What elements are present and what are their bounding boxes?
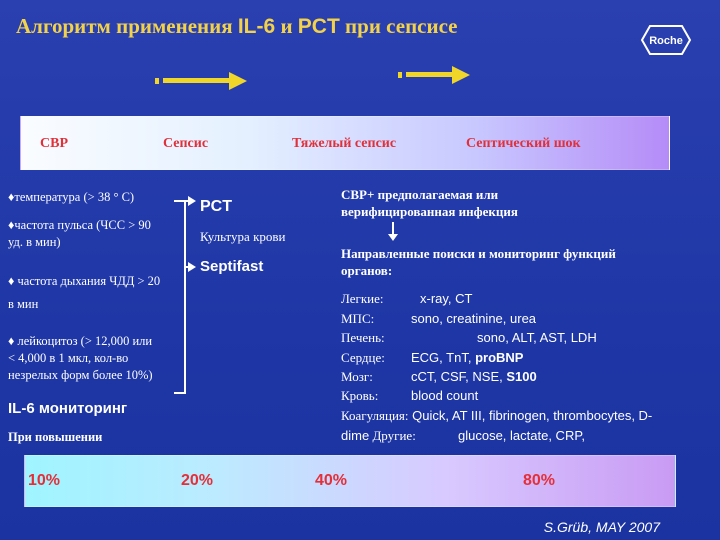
criterion-line: ♦ лейкоцитоз (> 12,000 или <box>8 334 153 348</box>
organ-value-blood <box>411 388 478 404</box>
criterion-respiration <box>8 273 160 313</box>
title-part: PCT <box>297 15 340 38</box>
organ-label: МПС: <box>341 311 375 326</box>
organ-value: Quick, AT III, fibrinogen, thrombocytes, D- <box>408 408 653 423</box>
percent-20: 20% <box>181 472 214 489</box>
criterion-line: ♦частота пульса (ЧСС > 90 <box>8 218 151 232</box>
arrow-left <box>155 72 247 90</box>
stage-septic-shock: Септический шок <box>466 136 581 151</box>
criterion-line: уд. в мин) <box>8 235 61 249</box>
organ-value-liver <box>477 330 597 346</box>
organ-label: Сердце: <box>341 350 385 365</box>
il6-heading: IL-6 мониторинг <box>8 400 128 417</box>
arrow-septifast-icon <box>188 262 196 272</box>
criterion-temperature: ♦температура (> 38 ° С) <box>8 190 135 204</box>
other-row <box>341 428 416 444</box>
criteria-bracket <box>174 200 186 394</box>
organ-row-kidneys <box>341 311 374 327</box>
criterion-pulse <box>8 217 151 251</box>
organ-row-heart <box>341 350 385 366</box>
criterion-line: < 4,000 в 1 мкл, кол-во <box>8 351 129 365</box>
svr-infection-text <box>341 186 518 220</box>
organ-label: Легкие: <box>341 291 384 306</box>
title-part: IL-6 <box>237 15 276 38</box>
organ-label: Коагуляция: <box>341 408 409 423</box>
text-line: СВР+ предполагаемая или <box>341 187 499 202</box>
organ-value-lungs <box>420 291 472 307</box>
organ-value: blood count <box>411 388 479 403</box>
stage-severe-sepsis: Тяжелый сепсис <box>292 136 397 151</box>
logo-text: Roche <box>649 35 683 47</box>
organ-value: ECG, TnT, <box>411 350 476 365</box>
organ-row-brain <box>341 369 373 385</box>
percent-band <box>24 455 676 507</box>
test-pct: PCT <box>200 198 232 215</box>
title-part: Алгоритм применения <box>16 14 238 38</box>
organ-value-bold: proBNP <box>475 350 524 365</box>
author-signature: S.Grüb, MAY 2007 <box>543 519 660 535</box>
organ-row-blood <box>341 388 378 404</box>
organ-value-heart <box>411 350 523 366</box>
organ-row-liver <box>341 330 385 346</box>
other-value <box>458 428 585 444</box>
organ-value: sono, creatinine, urea <box>411 311 537 326</box>
roche-logo <box>640 24 692 56</box>
title-part: и <box>275 14 298 38</box>
organ-value-bold: S100 <box>506 369 537 384</box>
percent-10: 10% <box>28 472 61 489</box>
il6-subheading: При повышении <box>8 430 103 444</box>
organ-value: sono, ALT, AST, LDH <box>477 330 597 345</box>
test-blood-culture: Культура крови <box>200 229 286 244</box>
page-title <box>16 14 458 39</box>
directed-search-text <box>341 245 616 279</box>
organ-label: Печень: <box>341 330 385 345</box>
coagulation-row <box>341 408 652 424</box>
text-line: верифицированная инфекция <box>341 204 518 219</box>
organ-value-kidneys <box>411 311 536 327</box>
percent-80: 80% <box>523 472 556 489</box>
arrow-pct-icon <box>188 196 196 206</box>
stage-svr: СВР <box>40 136 68 151</box>
organ-row-lungs <box>341 291 384 307</box>
organ-value: x-ray, CT <box>420 291 473 306</box>
criterion-leukocytosis <box>8 333 153 384</box>
organ-label: Кровь: <box>341 388 379 403</box>
organ-value-brain <box>411 369 537 385</box>
percent-40: 40% <box>315 472 348 489</box>
criterion-line: ♦ частота дыхания ЧДД > 20 <box>8 274 161 288</box>
organ-label: Мозг: <box>341 369 373 384</box>
text-line: органов: <box>341 263 393 278</box>
organ-value: cCT, CSF, NSE, <box>411 369 507 384</box>
arrow-right <box>398 66 472 84</box>
stage-sepsis: Сепсис <box>163 136 209 151</box>
organ-value: dime <box>341 428 370 443</box>
criterion-line: незрелых форм более 10%) <box>8 368 153 382</box>
organ-value: glucose, lactate, CRP, <box>458 428 585 443</box>
criterion-line: в мин <box>8 297 39 311</box>
down-arrow-icon <box>388 234 398 241</box>
title-part: при сепсисе <box>339 14 458 38</box>
text-line: Направленные поиски и мониторинг функций <box>341 246 616 261</box>
test-septifast: Septifast <box>200 258 264 275</box>
organ-label: Другие: <box>369 428 416 443</box>
